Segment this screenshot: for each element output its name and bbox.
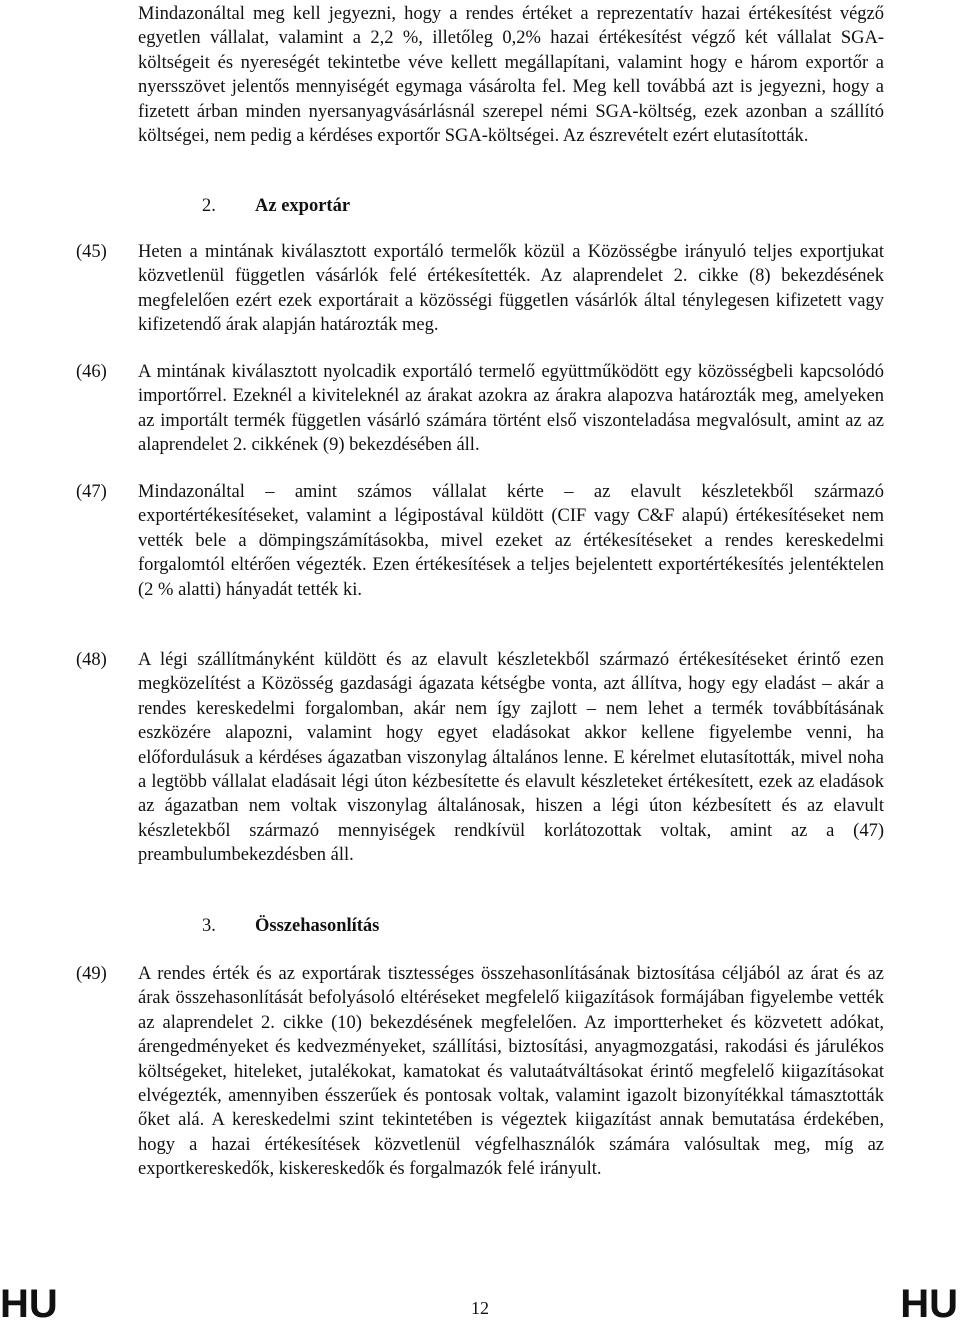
paragraph-number-49: (49) — [76, 964, 107, 984]
section-number: 3. — [202, 916, 216, 936]
paragraph-49: A rendes érték és az exportárak tisztességes összehasonlításának biztosítása céljából az árat és az árak összehasonlítását befolyásoló eltéréseket megfelelő kiigazítások formájában figyelembe vették az alaprendelet 2. cikke (10) bekezdésének megfelelően. Az importterheket és közvetett adókat, árengedményeket és kedvezményeket, szállítási, biztosítási, anyagmozgatási, rakodási és járulékos költségeket, hiteleket, jutalékokat, kamatokat és valutaátváltásokat érintő megfelelő kiigazításokat elvégezték, amennyiben ésszerűek és pontosak voltak, valamint igazolt bizonyítékkal támasztották őket alá. A kereskedelmi szint tekintetében is végeztek kiigazítást annak bemutatása érdekében, hogy a hazai értékesítések közvetlenül végfelhasználók számára valósultak meg, míg az exportkereskedők, kiskereskedők és forgalmazók felé irányult. — [138, 964, 884, 1180]
paragraph-number-48: (48) — [76, 650, 107, 670]
language-code-left: HU — [0, 1282, 58, 1326]
paragraph-46: A mintának kiválasztott nyolcadik exportáló termelő együttműködött egy közösségbeli kapcsolódó importőrrel. Ezeknél a kiviteleknél az árakat azokra az árakra alapozva határozták meg, amelyeken az importált termék független vásárló számára történt első viszonteladása megvalósult, amint az az alaprendelet 2. cikkének (9) bekezdésében áll. — [138, 362, 884, 456]
intro-paragraph: Mindazonáltal meg kell jegyezni, hogy a rendes értéket a reprezentatív hazai értékesítést végző egyetlen vállalat, valamint a 2,2 %, illetőleg 0,2% hazai értékesítést végző két vállalat SGA-költségeit és nyereségét tekintetbe véve kellett megállapítani, valamint hogy e három exportőr a nyersszövet jelentős mennyiségét egymaga vásárolta fel. Meg kell továbbá azt is jegyezni, hogy a fizetett árban minden nyersanyagvásárlásnál szerepel némi SGA-költség, ezek azonban a szállító költségei, nem pedig a kérdéses exportőr SGA-költségei. Az észrevételt ezért elutasították. — [138, 4, 884, 147]
paragraph-number-47: (47) — [76, 482, 107, 502]
page-number: 12 — [471, 1298, 489, 1318]
section-title: Az exportár — [255, 196, 351, 216]
section-number: 2. — [202, 196, 216, 216]
paragraph-number-46: (46) — [76, 362, 107, 382]
language-code-right: HU — [900, 1282, 958, 1326]
section-title: Összehasonlítás — [255, 916, 380, 936]
paragraph-48: A légi szállítmányként küldött és az elavult készletekből származó értékesítéseket érintő ezen megközelítést a Közösség gazdasági ágazata kétségbe vonta, azt állítva, hogy egy eladást – akár a rendes kereskedelmi forgalomban, akár nem így zajlott – nem lehet a termék továbbításának eszközére alapozni, valamint hogy egyet eladásokat akkor kellene figyelembe venni, ha előfordulásuk a kérdéses ágazatban viszonylag általános lenne. E kérelmet elutasították, mivel noha a legtöbb vállalat eladásait légi úton kézbesítette és elavult készleteket értékesített, ezek az eladások az ágazatban nem voltak viszonylag általánosak, hiszen a légi úton kézbesített és az elavult készletekből származó mennyiségek rendkívül korlátozottak voltak, amint az a (47) preambulumbekezdésben áll. — [138, 650, 884, 866]
paragraph-47: Mindazonáltal – amint számos vállalat kérte – az elavult készletekből származó exportértékesítéseket, valamint a légipostával küldött (CIF vagy C&F alapú) értékesítéseket nem vették bele a dömpingszámításokba, mivel ezeket az értékesítéseket a rendes kereskedelmi forgalomtól eltérően végezték. Ezen értékesítések a teljes bejelentett exportértékesítés jelentéktelen (2 % alatti) hányadát tették ki. — [138, 482, 884, 600]
paragraph-number-45: (45) — [76, 242, 107, 262]
paragraph-45: Heten a mintának kiválasztott exportáló termelők közül a Közösségbe irányuló teljes exportjukat közvetlenül független vásárlók felé értékesítették. Az alaprendelet 2. cikke (8) bekezdésének megfelelően ezért ezek exportárait a közösségi független vásárlók által ténylegesen kifizetett vagy kifizetendő árak alapján határozták meg. — [138, 242, 884, 336]
